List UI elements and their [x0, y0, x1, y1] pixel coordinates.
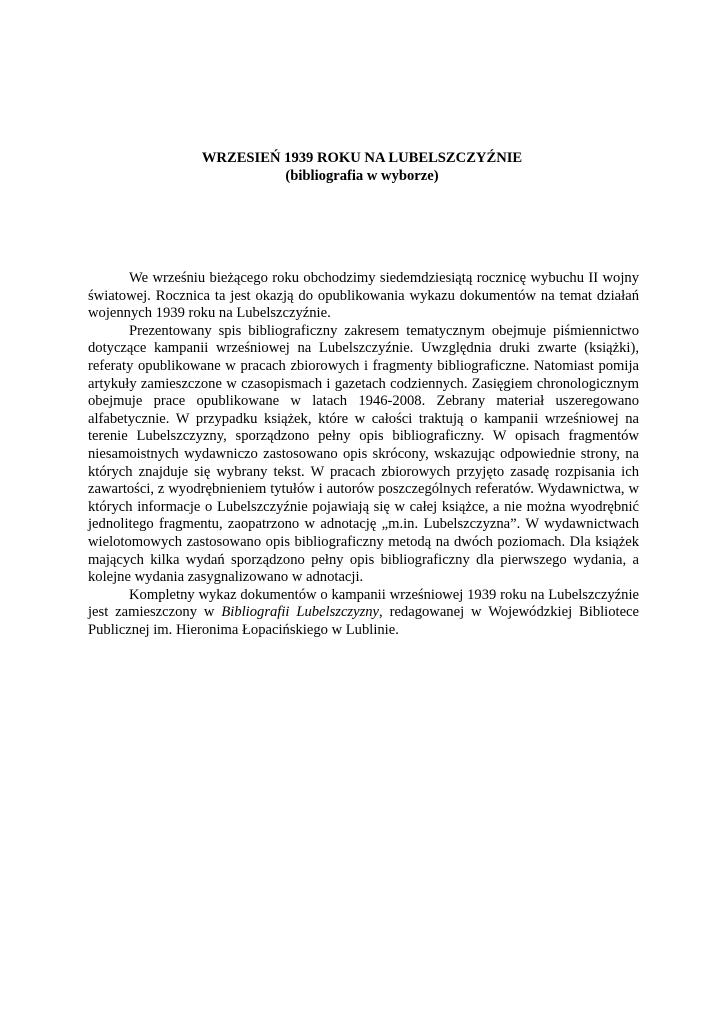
document-subtitle: (bibliografia w wyborze): [285, 167, 439, 184]
document-title: WRZESIEŃ 1939 ROKU NA LUBELSZCZYŹNIE: [201, 150, 523, 166]
paragraph-intro: We wrześniu bieżącego roku obchodzimy siedemdziesiątą rocznicę wybuchu II wojny światowej. Rocznica ta jest okazją do opublikowania wykazu dokumentów na temat działań wojennych 1939 roku na Lubelszczyźnie.: [88, 270, 639, 322]
bibliography-title: Bibliografii Lubelszczyzny: [221, 604, 380, 621]
paragraph-text-end: , redagowanej w Wojewódzkiej Bibliotece Publicznej im. Hieronima Łopacińskiego w Lublinie.: [88, 604, 640, 638]
paragraph-complete-list: [88, 587, 639, 640]
paragraph-scope: Prezentowany spis bibliograficzny zakresem tematycznym obejmuje piśmiennictwo dotyczące kampanii wrześniowej na Lubelszczyźnie. Uwzględnia druki zwarte (książki), referaty opublikowane w pracach zbiorowych i fragmenty bibliograficzne. Natomiast pomija artykuły zamieszczone w czasopismach i gazetach codziennych. Zasięgiem chronologicznym obejmuje prace opublikowane w latach 1946-2008. Zebrany materiał uszeregowano alfabetycznie. W przypadku książek, które w całości traktują o kampanii wrześniowej na terenie Lubelszczyzny, sporządzono pełny opis bibliograficzny. W opisach fragmentów niesamoistnych wydawniczo zastosowano opis skrócony, wskazując odpowiednie strony, na których znajduje się wybrany tekst. W pracach zbiorowych przyjęto zasadę rozpisania ich zawartości, z wyodrębnieniem tytułów i autorów poszczególnych referatów. Wydawnictwa, w których informacje o Lubelszczyźnie pojawiają się w całej książce, a nie można wyodrębnić jednolitego fragmentu, zaopatrzono w adnotację „m.in. Lubelszczyzna”. W wydawnictwach wielotomowych zastosowano opis bibliograficzny metodą na dwóch poziomach. Dla książek mających kilka wydań sporządzono pełny opis bibliograficzny dla pierwszego wydania, a kolejne wydania zasygnalizowano w adnotacji.: [88, 322, 639, 586]
title-block: [0, 150, 724, 185]
paragraph-text-start: Kompletny wykaz dokumentów o kampanii wrześniowej 1939 roku na Lubelszczyźnie jest zamieszczony w: [88, 586, 639, 621]
body-text: [88, 270, 639, 639]
